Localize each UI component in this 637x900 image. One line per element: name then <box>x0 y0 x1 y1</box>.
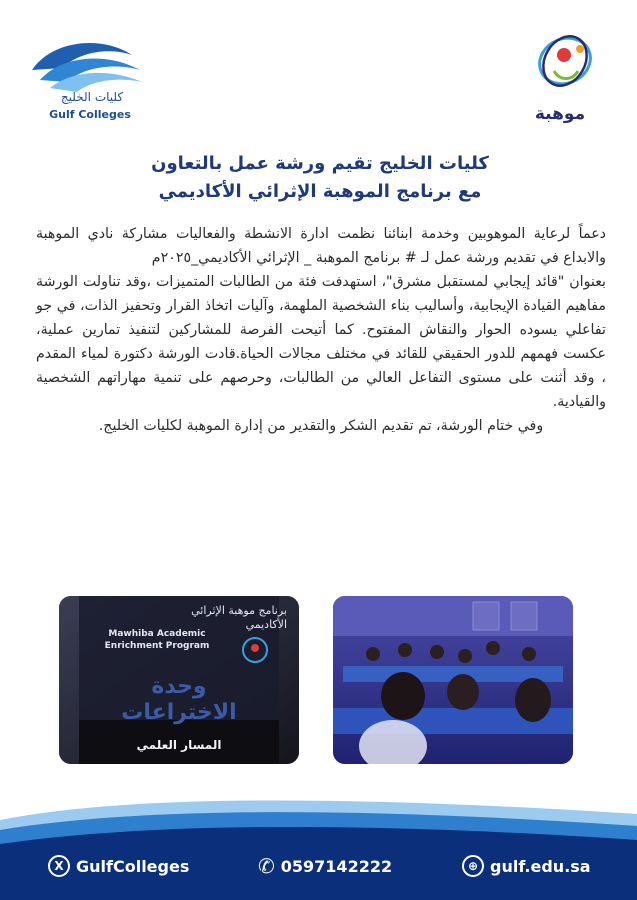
title-line-1: كليات الخليج تقيم ورشة عمل بالتعاون <box>151 153 489 174</box>
social-handle-text: GulfColleges <box>76 856 190 876</box>
article-body <box>36 222 606 438</box>
title-line-2: مع برنامج الموهبة الإثرائي الأكاديمي <box>158 181 482 202</box>
gulf-logo-english: Gulf Colleges <box>49 108 131 121</box>
body-closing: وفي ختام الورشة، تم تقديم الشكر والتقدير من إدارة الموهبة لكليات الخليج. <box>98 418 544 434</box>
body-paragraph-1: دعماً لرعاية الموهوبين وخدمة ابنائنا نظمت ادارة الانشطة والفعاليات مشاركة نادي الموهبة والابداع في تقديم ورشة عمل لـ # برنامج الموهبة _ الإثرائي الأكاديمي_٢٠٢٥م <box>36 226 606 266</box>
footer-band <box>0 790 637 900</box>
banner-english-title <box>67 628 247 652</box>
gulf-logo-arabic: كليات الخليج <box>60 90 124 104</box>
x-icon: X <box>48 855 70 877</box>
mawhiba-logo-text: موهبة <box>534 104 586 124</box>
website-link[interactable] <box>462 853 591 879</box>
banner-english-line-2: Enrichment Program <box>104 641 210 651</box>
unit-title-line-1: وحدة <box>151 674 207 699</box>
mawhiba-emblem-icon <box>520 25 610 105</box>
banner-arabic-line-1: برنامج موهبة الإثرائي <box>191 604 287 617</box>
program-banner-photo <box>59 596 299 764</box>
unit-title-line-2: الاختراعات <box>121 700 237 725</box>
phone-text: 0597142222 <box>280 856 393 876</box>
website-text: gulf.edu.sa <box>490 856 591 876</box>
globe-icon: ⊕ <box>462 855 484 877</box>
phone-icon: ✆ <box>258 854 275 878</box>
classroom-photo <box>333 596 573 764</box>
banner-english-line-1: Mawhiba Academic <box>108 629 206 639</box>
phone-link[interactable] <box>258 853 392 879</box>
classroom-scene-icon <box>333 596 573 764</box>
track-label: المسار العلمي <box>136 738 222 752</box>
unit-title <box>59 674 299 726</box>
footer-wave-icon <box>0 790 637 900</box>
page-title <box>60 150 580 206</box>
social-handle-link[interactable] <box>48 853 189 879</box>
banner-arabic-line-2: الأكاديمي <box>245 618 287 631</box>
body-paragraph-2: بعنوان "قائد إيجابي لمستقبل مشرق"، استهدفت فئة من الطالبات المتميزات ،وقد تناولت الورشة مفاهيم القيادة الإيجابية، وأساليب بناء الشخصية الملهمة، وآليات اتخاذ القرار وتحفيز الذات، في جو تفاعلي يسوده الحوار والنقاش المفتوح. كما أتيحت الفرصة للمشاركين لتنفيذ تمارين عملية، عكست فهمهم للدور الحقيقي للقائد في مختلف مجالات الحياة.قادت الورشة دكتورة لمياء المقدم ، وقد أثنت على مستوى التفاعل العالي من الطالبات، وحرصهم على تنمية مهاراتهم الشخصية والقيادية. <box>36 274 606 410</box>
